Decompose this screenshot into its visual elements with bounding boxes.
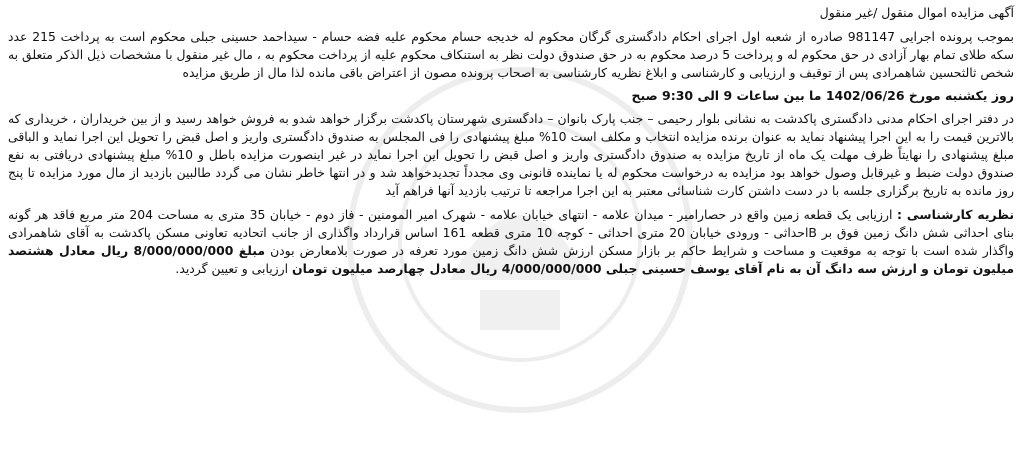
expert-opinion-paragraph xyxy=(8,206,1014,278)
auction-datetime: روز یکشنبه مورخ 1402/06/26 ما بین ساعات 9 الی 9:30 صبح xyxy=(631,88,1014,103)
expert-opinion-tail: ارزیابی و تعیین گردید. xyxy=(175,261,293,276)
notice-title: آگهی مزایده اموال منقول /غیر منقول xyxy=(819,5,1014,20)
auction-notice xyxy=(8,4,1014,460)
auction-terms-paragraph: در دفتر اجرای احکام مدنی دادگستری پاکدشت به نشانی بلوار رحیمی – جنب پارک بانوان – دادگستری شهرستان پاکدشت برگزار خواهد شدو به فروش خواهد رسید و از بین خریداران ، خریداری که بالاترین قیمت را به این اجرا پیشنهاد نماید به عنوان برنده مزایده انتخاب و مکلف است 10% مبلغ پیشنهادی را فی المجلس به صندوق دادگستری واریز و اصل قبض را تحویل این اجرا نماید و الباقی مبلغ پیشنهادی را نهایتاً ظرف مهلت یک ماه از تاریخ مزایده به صندوق دادگستری واریز و اصل قبض را تحویل این اجرا نماید در غیر اینصورت مزایده باطل و 10% مبلغ پیشنهادی دریافتی به نفع صندوق دولت ضبط و غیرقابل وصول خواهد بود مزایده به درخواست محکوم له یا نماینده قانونی وی مجدداً تجدیدخواهد شد و در انتها خاطر نشان می گردد طالبین بازدید از مال مورد مزایده تا پنج روز مانده به تاریخ برگزاری جلسه با در دست داشتن کارت شناسائی معتبر به این اجرا مراجعه تا ترتیب بازدید آنها فراهم آید xyxy=(8,111,1014,198)
valuation-amount: مبلغ 8/000/000/000 ریال معادل هشتصد میلیون تومان و ارزش سه دانگ آن به نام آقای یوسف حسینی جبلی 4/000/000/000 ریال معادل چهارصد میلیون تومان xyxy=(8,243,1014,276)
expert-opinion-label: نظریه کارشناسی : xyxy=(896,207,1014,222)
case-paragraph: بموجب پرونده اجرایی 981147 صادره از شعبه اول اجرای احکام دادگستری گرگان محکوم له خدیجه حسام محکوم علیه فضه حسام - سیداحمد حسینی جبلی محکوم است به پرداخت 215 عدد سکه طلای تمام بهار آزادی در حق محکوم له و پرداخت 5 درصد محکوم به در حق صندوق دولت نظر به استنکاف محکوم علیه از پرداخت محکوم به ، مال غیر منقول با مشخصات ذیل الذکر متعلق به شخص ثالثحسین شاهمرادی پس از توقیف و ارزیابی و کارشناسی و ابلاغ نظریه کارشناسی به اصحاب پرونده مصون از اعتراض باقی مانده لذا مال از طریق مزایده xyxy=(8,29,1014,80)
expert-opinion-text: ارزیابی یک قطعه زمین واقع در حصارامیر - میدان علامه - انتهای خیابان علامه - شهرک امیر المومنین - فاز دوم - خیابان 35 متری به مساحت 204 متر مربع فاقد هر گونه بنای احداثی شش دانگ زمین فوق بر Bاحداثی - ورودی خیابان 20 متری احداثی - کوچه 10 متری قطعه 161 اساس قرارداد واگذاری از جانب اتحادیه تعاونی مسکن پاکدشت به آقای شاهمرادی واگذار شده است با توجه به موقعیت و مساحت و شرایط حاکم بر بازار مسکن ارزش شش دانگ زمین مورد تعرفه در صورت بلامعارض بودن xyxy=(8,207,1014,258)
